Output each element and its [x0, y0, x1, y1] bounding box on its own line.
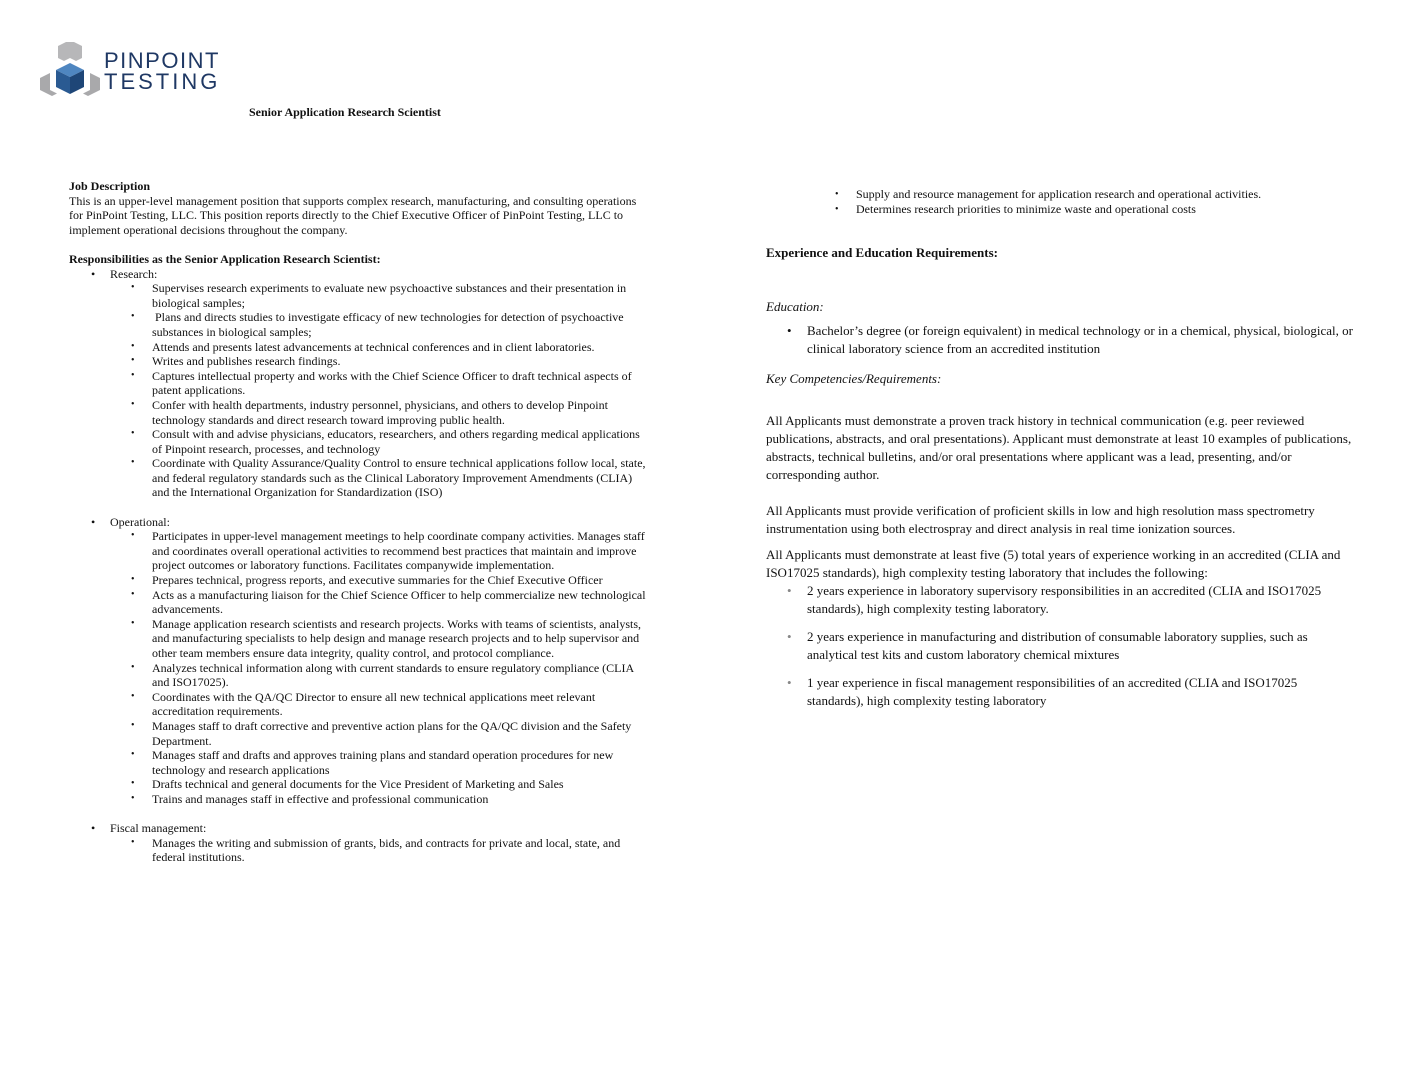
research-items	[69, 281, 649, 500]
list-item	[69, 369, 649, 398]
bullet-icon: •	[131, 282, 135, 294]
list-item	[766, 628, 1356, 664]
bullet-icon: •	[835, 189, 839, 200]
bullet-icon: •	[131, 617, 135, 629]
bullet-icon: •	[131, 588, 135, 600]
document-title: Senior Application Research Scientist	[249, 105, 441, 119]
bullet-icon: •	[787, 629, 792, 644]
list-item	[766, 322, 1356, 358]
group-label: Research:	[110, 266, 158, 281]
responsibility-groups	[69, 821, 649, 836]
job-description-heading: Job Description	[69, 179, 150, 193]
item-text: Determines research priorities to minimize waste and operational costs	[856, 202, 1196, 216]
bullet-icon: •	[131, 749, 135, 761]
group-fiscal-management	[69, 821, 649, 836]
bullet-icon: •	[131, 778, 135, 790]
bullet-icon: •	[131, 792, 135, 804]
list-item	[69, 427, 649, 456]
bullet-icon: •	[131, 574, 135, 586]
logo-line-1: PINPOINT	[104, 48, 220, 73]
bullet-icon: •	[91, 514, 96, 529]
list-item	[766, 202, 1356, 217]
list-item	[69, 836, 649, 865]
experience-items	[766, 582, 1356, 710]
bullet-icon: •	[131, 428, 135, 440]
responsibility-groups	[69, 267, 649, 282]
item-text: Drafts technical and general documents for the Vice President of Marketing and Sales	[152, 777, 564, 792]
list-item	[69, 777, 649, 792]
bullet-icon: •	[131, 530, 135, 542]
education-label: Education:	[766, 299, 824, 314]
responsibilities-heading: Responsibilities as the Senior Application Research Scientist:	[69, 251, 381, 266]
bullet-icon: •	[787, 675, 792, 690]
bullet-icon: •	[131, 719, 135, 731]
list-item	[766, 582, 1356, 618]
item-text: Trains and manages staff in effective and professional communication	[152, 791, 489, 806]
list-item	[69, 588, 649, 617]
list-item	[69, 456, 649, 500]
item-text: Supply and resource management for application research and operational activities.	[856, 187, 1262, 201]
list-item	[69, 398, 649, 427]
item-text: Consult with and advise physicians, educators, researchers, and others regarding medical applications of Pinpoint research, processes, and technology	[152, 427, 640, 456]
item-text: Manages staff to draft corrective and preventive action plans for the QA/QC division and the Safety Department.	[152, 718, 632, 748]
list-item	[69, 661, 649, 690]
bullet-icon: •	[787, 323, 792, 338]
bullet-icon: •	[131, 311, 135, 323]
list-item	[69, 792, 649, 807]
job-description-text: This is an upper-level management position that supports complex research, manufacturing, and consulting operations for PinPoint Testing, LLC. This position reports directly to the Chief Executive Officer of PinPoint Testing, LLC to implement operational decisions throughout the company.	[69, 193, 637, 237]
bullet-icon: •	[835, 204, 839, 215]
competencies-label: Key Competencies/Requirements:	[766, 371, 942, 386]
item-text: Coordinates with the QA/QC Director to ensure all new technical applications meet relevant accreditation requirements.	[152, 689, 596, 719]
cube-logo-icon	[38, 42, 102, 106]
list-item	[69, 719, 649, 748]
item-text: Attends and presents latest advancements at technical conferences and in client laboratories.	[152, 339, 595, 354]
bullet-icon: •	[91, 266, 96, 281]
list-item	[69, 748, 649, 777]
competency-paragraph: All Applicants must demonstrate at least five (5) total years of experience working in an accredited (CLIA and ISO17025 standards), high complexity testing laboratory that includes the following:	[766, 547, 1341, 580]
item-text: Plans and directs studies to investigate efficacy of new technologies for detection of psychoactive substances in biological samples;	[152, 310, 627, 339]
item-text: 1 year experience in fiscal management responsibilities of an accredited (CLIA and ISO17025 standards), high complexity testing laboratory	[807, 675, 1298, 708]
logo-line-2: TESTING	[104, 69, 221, 94]
item-text: Supervises research experiments to evaluate new psychoactive substances and their presentation in biological samples;	[152, 281, 627, 310]
item-text: Acts as a manufacturing liaison for the Chief Science Officer to help commercialize new technological advancements.	[152, 587, 646, 617]
left-column	[69, 179, 649, 865]
list-item	[69, 690, 649, 719]
list-item	[69, 354, 649, 369]
item-text: Manages the writing and submission of grants, bids, and contracts for private and local, state, and federal institutions.	[152, 835, 621, 865]
bullet-icon: •	[91, 821, 96, 836]
group-operational	[69, 515, 649, 530]
item-text: Manage application research scientists and research projects. Works with teams of scientists, analysts, and manufacturing specialists to help design and manage research projects and to help supervisor and other team members ensure data integrity, quality control, and protocol compliance.	[152, 616, 641, 660]
item-text: 2 years experience in laboratory supervisory responsibilities in an accredited (CLIA and ISO17025 standards), high complexity testing laboratory.	[807, 583, 1322, 616]
item-text: Coordinate with Quality Assurance/Quality Control to ensure technical applications follow local, state, and federal regulatory standards such as the Clinical Laboratory Improvement Amendments (CLIA) and the International Organization for Standardization (ISO)	[152, 456, 646, 500]
item-text: 2 years experience in manufacturing and distribution of consumable laboratory supplies, such as analytical test kits and custom laboratory chemical mixtures	[807, 629, 1308, 662]
item-text: Analyzes technical information along with current standards to ensure regulatory compliance (CLIA and ISO17025).	[152, 660, 634, 690]
group-research	[69, 267, 649, 282]
bullet-icon: •	[131, 369, 135, 381]
item-text: Manages staff and drafts and approves training plans and standard operation procedures for new technology and research applications	[152, 748, 614, 777]
bullet-icon: •	[131, 836, 135, 848]
list-item	[69, 310, 649, 339]
competency-paragraph: All Applicants must provide verification of proficient skills in low and high resolution mass spectrometry instrumentation using both electrospray and direct analysis in real time ionization sources.	[766, 503, 1315, 536]
list-item	[69, 281, 649, 310]
right-column	[766, 187, 1356, 720]
item-text: Confer with health departments, industry personnel, physicians, and others to develop Pinpoint technology standards and direct research toward improving public health.	[152, 397, 608, 427]
item-text: Prepares technical, progress reports, and executive summaries for the Chief Executive Officer	[152, 573, 603, 588]
bullet-icon: •	[131, 398, 135, 410]
list-item	[69, 340, 649, 355]
list-item	[69, 573, 649, 588]
group-label: Operational:	[110, 514, 170, 529]
bullet-icon: •	[131, 661, 135, 673]
list-item	[766, 187, 1356, 202]
competency-paragraph: All Applicants must demonstrate a proven track history in technical communication (e.g. peer reviewed publications, abstracts, and oral presentations). Applicant must demonstrate at least 10 examples of publications, abstracts, technical bulletins, and/or oral presentations where applicant was a lead, presenting, and/or corresponding author.	[766, 413, 1352, 482]
requirements-heading: Experience and Education Requirements:	[766, 245, 998, 260]
item-text: Bachelor’s degree (or foreign equivalent) in medical technology or in a chemical, physical, biological, or clinical laboratory science from an accredited institution	[807, 323, 1353, 356]
item-text: Captures intellectual property and works with the Chief Science Officer to draft technical aspects of patent applications.	[152, 368, 632, 398]
bullet-icon: •	[131, 355, 135, 367]
bullet-icon: •	[787, 583, 792, 598]
item-text: Writes and publishes research findings.	[152, 354, 341, 369]
list-item	[69, 617, 649, 661]
responsibility-groups	[69, 515, 649, 530]
list-item	[69, 529, 649, 573]
bullet-icon: •	[131, 690, 135, 702]
education-items	[766, 322, 1356, 358]
operational-items	[69, 529, 649, 806]
item-text: Participates in upper-level management meetings to help coordinate company activities. Manages staff and coordinates overall operational activities to recommend best practices that maintain and improve project outcomes or laboratory functions. Facilitates companywide implementation.	[152, 529, 645, 573]
bullet-icon: •	[131, 340, 135, 352]
group-label: Fiscal management:	[110, 821, 207, 836]
list-item	[766, 674, 1356, 710]
company-logo	[38, 42, 221, 106]
bullet-icon: •	[131, 457, 135, 469]
fiscal-items	[69, 836, 649, 865]
